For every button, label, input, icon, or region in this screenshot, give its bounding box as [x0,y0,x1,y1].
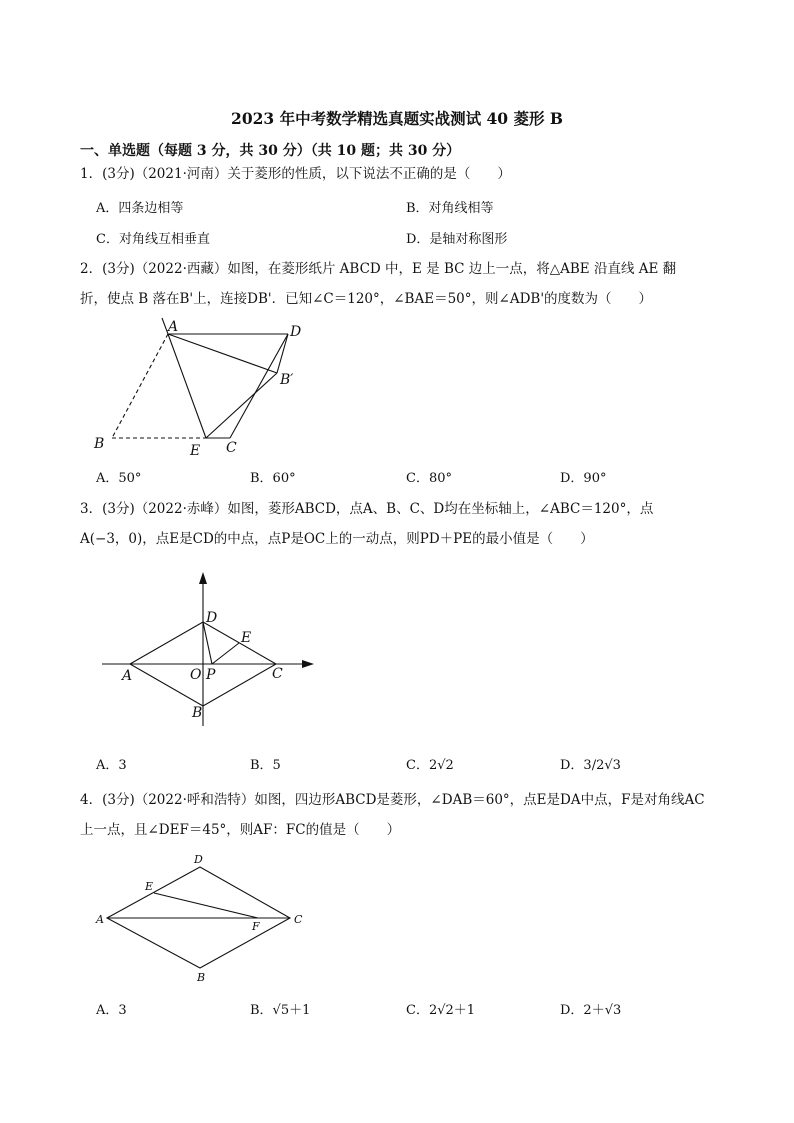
q3-label-p: P [206,667,216,683]
q3-line-dp [203,622,212,664]
q2-option-b[interactable]: B．60° [250,471,296,486]
q3-label-a: A [122,668,133,684]
q3-stem-line2: A(−3，0)，点E是CD的中点，点P是OC上的一动点，则PD＋PE的最小值是（ ） [80,531,594,547]
page-title: 2023 年中考数学精选真题实战测试 40 菱形 B [231,109,563,128]
q2-line-eb-prime [206,373,277,438]
q4-label-e: E [145,880,154,893]
q1-option-c[interactable]: C．对角线互相垂直 [96,232,210,247]
q3-option-b[interactable]: B．5 [250,758,281,773]
q3-option-d[interactable]: D．3/2√3 [560,758,621,773]
q2-dashed-ab [112,334,168,438]
q3-y-arrow [199,572,207,584]
q3-figure [96,568,326,728]
q2-option-a[interactable]: A．50° [96,471,142,486]
q2-label-b-prime: B′ [280,372,294,388]
q3-label-b: B [192,705,203,721]
q2-label-a: A [168,319,179,335]
q1-option-d[interactable]: D．是轴对称图形 [406,232,508,247]
q4-option-d[interactable]: D．2＋√3 [560,1003,622,1018]
q3-label-e: E [241,630,252,646]
q3-stem-line1: 3．(3分)（2022·赤峰）如图，菱形ABCD，点A、B、C、D均在坐标轴上，∠ABC＝120°，点 [80,501,654,517]
q3-option-a[interactable]: A．3 [96,758,127,773]
q1-option-b[interactable]: B．对角线相等 [406,201,494,216]
q2-line-ab-prime [168,334,277,373]
q3-label-c: C [272,666,283,682]
q3-label-o: O [190,667,202,683]
q2-label-e: E [190,443,201,459]
q2-line-ae [168,334,206,438]
q2-figure [84,312,324,462]
q2-line-db-prime [277,334,288,373]
q2-stem-line2: 折，使点 B 落在B'上，连接DB'．已知∠C＝120°，∠BAE＝50°，则∠ADB'的度数为（ ） [80,291,653,307]
q4-figure [92,850,312,985]
q2-label-b: B [94,436,105,452]
q2-label-d: D [290,324,302,340]
q3-label-d: D [206,610,218,626]
q2-option-c[interactable]: C．80° [406,471,452,486]
q4-label-a: A [96,913,104,926]
q4-label-b: B [197,971,206,984]
section-heading: 一、单选题（每题 3 分，共 30 分）（共 10 题；共 30 分） [80,143,461,159]
q4-option-a[interactable]: A．3 [96,1003,127,1018]
q3-option-c[interactable]: C．2√2 [406,758,454,773]
q4-option-b[interactable]: B．√5＋1 [250,1003,311,1018]
q4-label-d: D [194,853,203,866]
q1-option-a[interactable]: A．四条边相等 [96,201,184,216]
q4-label-f: F [252,920,260,933]
q3-line-pe [212,643,239,664]
q4-line-ef [154,893,258,918]
q4-label-c: C [294,913,303,926]
q3-x-arrow [302,660,314,668]
q2-label-c: C [226,440,237,456]
q4-stem-line1: 4．(3分)（2022·呼和浩特）如图，四边形ABCD是菱形，∠DAB＝60°，点E是DA中点，F是对角线AC [80,792,705,808]
q4-stem-line2: 上一点，且∠DEF＝45°，则AF：FC的值是（ ） [80,822,401,838]
q2-option-d[interactable]: D．90° [560,471,607,486]
q1-stem: 1．(3分)（2021·河南）关于菱形的性质，以下说法不正确的是（ ） [80,166,511,182]
q4-option-c[interactable]: C．2√2＋1 [406,1003,476,1018]
q2-stem-line1: 2．(3分)（2022·西藏）如图，在菱形纸片 ABCD 中，E 是 BC 边上一点，将△ABE 沿直线 AE 翻 [80,261,677,277]
